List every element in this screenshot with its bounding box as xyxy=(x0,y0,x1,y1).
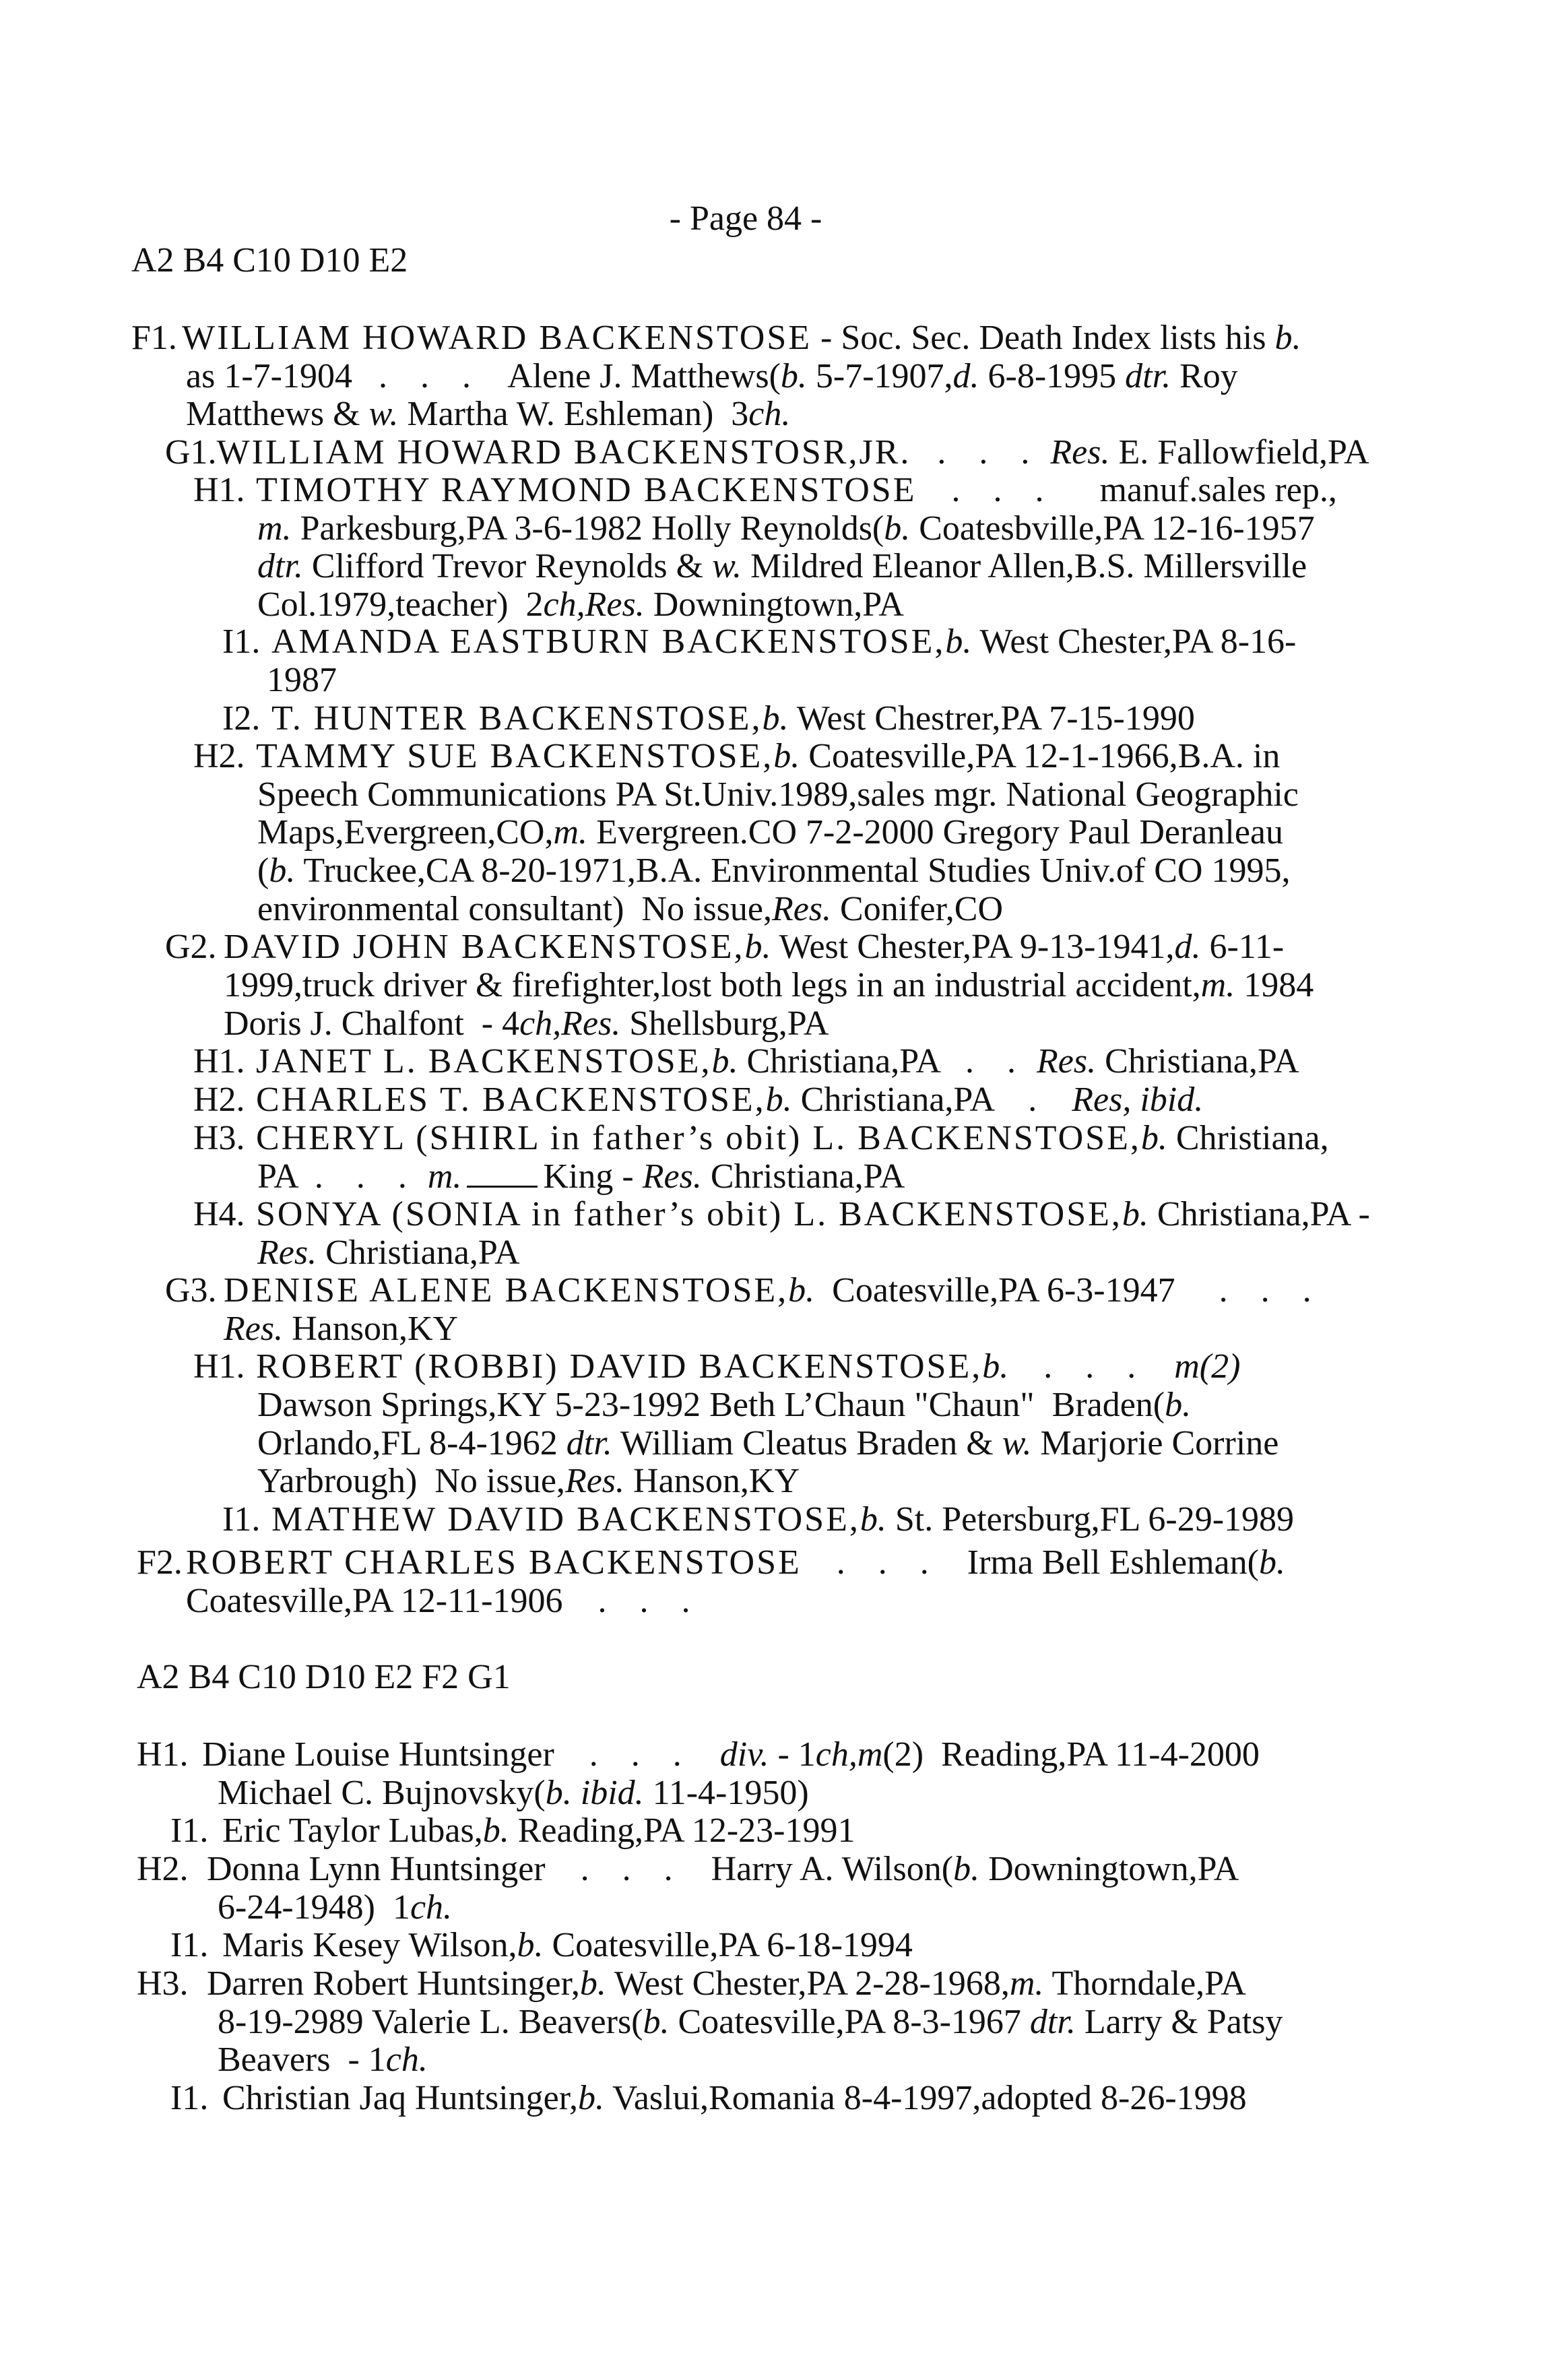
abbr-born: b. xyxy=(1165,1386,1192,1424)
entry-line xyxy=(218,2040,428,2079)
entry-text: Coatesville,PA 6-18-1994 xyxy=(543,1926,913,1964)
person-name: MATHEW DAVID BACKENSTOSE, xyxy=(271,1500,860,1539)
entry-text: Maps,Evergreen,CO, xyxy=(257,813,554,851)
entry-text: - 1 xyxy=(769,1735,816,1774)
entry-text: Coatesville,PA 12-11-1906 xyxy=(186,1582,563,1620)
abbr-married-second: m(2) xyxy=(1174,1347,1241,1386)
abbr-born: b. xyxy=(860,1500,886,1539)
entry-line xyxy=(218,1890,452,1925)
entry-line xyxy=(165,435,1369,470)
entry-text: 6-8-1995 xyxy=(979,357,1126,395)
entry-text: Larry & Patsy xyxy=(1075,2003,1283,2041)
entry-text: 1999,truck driver & firefighter,lost both legs in an industrial accident, xyxy=(224,966,1201,1004)
ellipsis: . . . xyxy=(1219,1271,1324,1310)
person-name: DAVID JOHN BACKENSTOSE, xyxy=(224,928,745,966)
abbr-born: b. xyxy=(762,699,789,738)
entry-line xyxy=(222,1928,913,1963)
person-name: Eric Taylor Lubas, xyxy=(222,1811,483,1850)
ellipsis: . . . xyxy=(937,433,1042,472)
abbr-children: ch. xyxy=(748,395,791,433)
abbr-born: b. xyxy=(765,1081,792,1119)
abbr-born: b. xyxy=(1140,1119,1167,1157)
entry-line xyxy=(186,1584,702,1619)
person-name: WILLIAM HOWARD BACKENSTOSE xyxy=(182,319,812,357)
entry-label: G3. xyxy=(165,1271,217,1310)
entry-label: H3. xyxy=(137,1964,189,2003)
entry-label: I1. xyxy=(222,622,261,661)
entry-text: West Chester,PA 9-13-1941, xyxy=(771,928,1175,966)
entry-text: manuf.sales rep., xyxy=(1099,471,1337,509)
entry-line xyxy=(257,892,1003,927)
entry-text: Thorndale,PA xyxy=(1043,1964,1246,2003)
entry-text: Yarbrough) No issue, xyxy=(257,1462,565,1500)
entry-text: Col.1979,teacher) 2 xyxy=(257,585,544,624)
ellipsis: . . . xyxy=(597,1582,703,1620)
abbr-residence: Res. xyxy=(642,1157,702,1196)
entry-label: F1. xyxy=(131,319,177,357)
ellipsis: . . . xyxy=(314,1157,419,1196)
person-name: AMANDA EASTBURN BACKENSTOSE, xyxy=(271,622,946,661)
entry-text: Mildred Eleanor Allen,B.S. Millersville xyxy=(741,547,1307,585)
abbr-born: b. xyxy=(953,1850,980,1888)
entry-text: Parkesburg,PA 3-6-1982 Holly Reynolds( xyxy=(291,509,884,548)
entry-text: Martha W. Eshleman) 3 xyxy=(398,395,749,433)
entry-text: ( xyxy=(257,851,269,890)
entry-line xyxy=(186,359,1238,394)
abbr-married: m. xyxy=(427,1157,462,1196)
entry-text: Christiana, xyxy=(1167,1119,1329,1157)
entry-label: F2. xyxy=(137,1543,183,1582)
entry-line xyxy=(224,1006,829,1041)
entry-text: Hanson,KY xyxy=(283,1310,459,1348)
entry-text: Downingtown,PA xyxy=(979,1850,1239,1888)
entry-line xyxy=(186,397,790,432)
abbr-residence: Res. xyxy=(224,1310,284,1348)
abbr-residence-ibid: Res, ibid. xyxy=(1072,1081,1204,1119)
abbr-born: b. xyxy=(269,851,296,890)
entry-label: H4. xyxy=(193,1195,245,1233)
abbr-born: b. xyxy=(945,622,972,661)
entry-label: H1. xyxy=(137,1735,189,1774)
entry-line xyxy=(257,511,1315,546)
entry-text: 8-19-2989 Valerie L. Beavers( xyxy=(218,2003,643,2041)
entry-line xyxy=(256,1349,1240,1384)
entry-line xyxy=(256,1044,1299,1079)
person-name: ROBERT CHARLES BACKENSTOSE xyxy=(186,1543,802,1582)
blank-line xyxy=(467,1159,538,1188)
abbr-married: m. xyxy=(553,813,588,851)
entry-label: I1. xyxy=(222,1500,261,1539)
person-name: Donna Lynn Huntsinger xyxy=(207,1850,546,1888)
entry-text: St. Petersburg,FL 6-29-1989 xyxy=(886,1500,1295,1539)
entry-label: H2. xyxy=(137,1850,189,1888)
entry-text: Christiana,PA xyxy=(1096,1042,1299,1081)
abbr-children: ch. xyxy=(410,1888,453,1927)
entry-text: PA xyxy=(257,1157,297,1196)
abbr-born: b. xyxy=(982,1347,1009,1386)
entry-line xyxy=(222,1813,855,1848)
page-number: - Page 84 - xyxy=(669,199,822,238)
abbr-married: m. xyxy=(1200,966,1235,1004)
entry-text: Shellsburg,PA xyxy=(620,1004,829,1043)
entry-label: G2. xyxy=(165,928,217,966)
entry-text: Marjorie Corrine xyxy=(1031,1424,1279,1462)
abbr-died: d. xyxy=(1174,928,1201,966)
entry-label: I1. xyxy=(170,2079,209,2117)
person-name: T. HUNTER BACKENSTOSE, xyxy=(271,699,763,738)
entry-label: H1. xyxy=(193,471,245,509)
entry-text: Matthews & xyxy=(186,395,369,433)
entry-text: Roy xyxy=(1171,357,1238,395)
entry-line xyxy=(222,2081,1247,2116)
entry-text: West Chestrer,PA 7-15-1990 xyxy=(788,699,1195,738)
abbr-born: b. xyxy=(780,357,807,395)
entry-line xyxy=(257,1388,1191,1423)
entry-line xyxy=(256,473,1337,508)
person-name: CHARLES T. BACKENSTOSE, xyxy=(256,1081,766,1119)
entry-text: King - xyxy=(543,1157,643,1196)
entry-text: Coatesville,PA 6-3-1947 xyxy=(814,1271,1175,1310)
person-name: JANET L. BACKENSTOSE, xyxy=(256,1042,712,1081)
abbr-residence: Res. xyxy=(564,1462,625,1500)
abbr-born: b. xyxy=(711,1042,738,1081)
entry-text: West Chester,PA 8-16- xyxy=(971,622,1297,661)
entry-text: 1984 xyxy=(1235,966,1314,1004)
ellipsis: . . . xyxy=(580,1850,685,1888)
abbr-married: m. xyxy=(1009,1964,1044,2003)
entry-line: Speech Communications PA St.Univ.1989,sales mgr. National Geographic xyxy=(257,775,1299,814)
abbr-divorced: div. xyxy=(719,1735,769,1774)
abbr-died: d. xyxy=(952,357,979,395)
entry-text: (2) Reading,PA 11-4-2000 xyxy=(882,1735,1260,1774)
entry-text: Reading,PA 12-23-1991 xyxy=(509,1811,855,1850)
person-name: Christian Jaq Huntsinger, xyxy=(222,2079,578,2117)
entry-text: Beavers - 1 xyxy=(218,2040,386,2079)
abbr-born: b. xyxy=(1258,1543,1285,1582)
entry-label: H2. xyxy=(193,1081,245,1119)
entry-line xyxy=(224,968,1314,1003)
person-name: ROBERT (ROBBI) DAVID BACKENSTOSE, xyxy=(256,1347,983,1386)
person-name: TAMMY SUE BACKENSTOSE, xyxy=(256,737,774,775)
entry-text: West Chester,PA 2-28-1968, xyxy=(606,1964,1010,2003)
entry-text: 6-24-1948) 1 xyxy=(218,1888,410,1927)
person-name: Maris Kesey Wilson, xyxy=(222,1926,517,1964)
entry-line xyxy=(202,1737,1260,1772)
ellipsis: . . . xyxy=(836,1543,941,1582)
entry-text: Harry A. Wilson( xyxy=(711,1850,954,1888)
abbr-residence: Res. xyxy=(771,890,832,928)
abbr-born: b. xyxy=(482,1811,509,1850)
entry-line xyxy=(257,851,1291,890)
abbr-married: m. xyxy=(257,509,292,548)
ellipsis: . xyxy=(1028,1081,1037,1119)
abbr-daughter: dtr. xyxy=(1125,357,1171,395)
lineage-heading: A2 B4 C10 D10 E2 xyxy=(131,241,408,280)
ellipsis: . . . xyxy=(1043,1347,1148,1386)
entry-text: William Cleatus Braden & xyxy=(612,1424,1002,1462)
entry-line: 1987 xyxy=(267,661,337,699)
entry-line xyxy=(257,1426,1278,1461)
entry-line xyxy=(224,1273,1324,1308)
entry-text: Truckee,CA 8-20-1971,B.A. Environmental Studies Univ.of CO 1995, xyxy=(295,851,1291,890)
abbr-children-residence: ch,Res. xyxy=(519,1004,621,1043)
abbr-wife: w. xyxy=(368,395,399,433)
abbr-born: b. xyxy=(1122,1195,1148,1233)
abbr-born: b. xyxy=(643,2003,670,2041)
entry-label: H3. xyxy=(193,1119,245,1157)
abbr-wife: w. xyxy=(712,547,742,585)
entry-line xyxy=(224,930,1284,965)
entry-text: 6-11- xyxy=(1200,928,1285,966)
entry-text: Irma Bell Eshleman( xyxy=(967,1543,1259,1582)
entry-text: Hanson,KY xyxy=(624,1462,800,1500)
entry-line xyxy=(271,1502,1294,1537)
entry-line xyxy=(257,1159,905,1194)
entry-label: G1. xyxy=(165,433,217,472)
entry-line xyxy=(257,1235,520,1271)
abbr-born: b. xyxy=(1274,319,1301,357)
entry-label: I1. xyxy=(170,1811,209,1850)
lineage-heading: A2 B4 C10 D10 E2 F2 G1 xyxy=(137,1658,511,1696)
entry-text: 5-7-1907, xyxy=(806,357,953,395)
entry-text: Coatesville,PA 8-3-1967 xyxy=(669,2003,1030,2041)
entry-line xyxy=(218,1776,809,1811)
entry-text: - Soc. Sec. Death Index lists his xyxy=(812,319,1275,357)
person-name: DENISE ALENE BACKENSTOSE, xyxy=(224,1271,789,1310)
abbr-residence: Res. xyxy=(1037,1042,1097,1081)
entry-label: H2. xyxy=(193,737,245,775)
entry-text: Doris J. Chalfont - 4 xyxy=(224,1004,520,1043)
abbr-daughter: dtr. xyxy=(1029,2003,1076,2041)
entry-text: Christiana,PA xyxy=(738,1042,940,1081)
entry-text: Conifer,CO xyxy=(831,890,1004,928)
person-name: SONYA (SONIA in father’s obit) L. BACKENSTOSE, xyxy=(256,1195,1122,1233)
abbr-born: b. xyxy=(744,928,771,966)
entry-line xyxy=(256,1121,1329,1156)
abbr-born: b. xyxy=(579,1964,606,2003)
person-name: Diane Louise Huntsinger xyxy=(202,1735,554,1774)
entry-line xyxy=(256,1083,1203,1118)
entry-label: I1. xyxy=(170,1926,209,1964)
entry-text: Dawson Springs,KY 5-23-1992 Beth L’Chaun "Chaun" Braden( xyxy=(257,1386,1165,1424)
abbr-children-married: ch,m xyxy=(815,1735,883,1774)
entry-line xyxy=(257,587,904,622)
entry-line xyxy=(256,739,1280,774)
abbr-daughter: dtr. xyxy=(566,1424,612,1462)
entry-line xyxy=(271,701,1195,736)
entry-line xyxy=(257,549,1307,584)
entry-text: Coatesville,PA 12-1-1966,B.A. in xyxy=(800,737,1281,775)
abbr-born: b. xyxy=(773,737,800,775)
abbr-born: b. xyxy=(517,1926,544,1964)
entry-text: environmental consultant) No issue, xyxy=(257,890,772,928)
entry-line xyxy=(218,2005,1283,2040)
entry-label: H1. xyxy=(193,1347,245,1386)
entry-line xyxy=(186,1545,1285,1580)
entry-text: Evergreen.CO 7-2-2000 Gregory Paul Deranleau xyxy=(587,813,1283,851)
entry-line xyxy=(207,1852,1239,1887)
abbr-residence: Res. xyxy=(257,1233,317,1272)
entry-label: I2. xyxy=(222,699,261,738)
entry-line xyxy=(271,624,1296,660)
entry-text: Christiana,PA xyxy=(791,1081,994,1119)
entry-text: Orlando,FL 8-4-1962 xyxy=(257,1424,566,1462)
ellipsis: . . . xyxy=(589,1735,694,1774)
person-name: WILLIAM HOWARD BACKENSTOSR,JR. xyxy=(216,433,911,472)
entry-text: as 1-7-1904 xyxy=(186,357,352,395)
abbr-residence: Res. xyxy=(1050,433,1110,472)
abbr-children-residence: ch,Res. xyxy=(543,585,645,624)
entry-text: Christiana,PA xyxy=(317,1233,520,1272)
abbr-born: b. xyxy=(884,509,911,548)
person-name: CHERYL (SHIRL in father’s obit) L. BACKENSTOSE, xyxy=(256,1119,1141,1157)
entry-line xyxy=(224,1312,458,1347)
person-name: TIMOTHY RAYMOND BACKENSTOSE xyxy=(256,471,917,509)
entry-line xyxy=(257,815,1283,850)
abbr-wife: w. xyxy=(1002,1424,1032,1462)
entry-text: 11-4-1950) xyxy=(643,1774,809,1812)
entry-text: Michael C. Bujnovsky( xyxy=(218,1774,546,1812)
abbr-born: b. xyxy=(788,1271,815,1310)
entry-text: Christiana,PA - xyxy=(1148,1195,1370,1233)
entry-line xyxy=(182,321,1301,356)
person-name: Darren Robert Huntsinger, xyxy=(207,1964,580,2003)
ellipsis: . . xyxy=(965,1042,1029,1081)
entry-text: Christiana,PA xyxy=(701,1157,905,1196)
entry-text: Downingtown,PA xyxy=(644,585,904,624)
entry-text: E. Fallowfield,PA xyxy=(1109,433,1369,472)
entry-text: Clifford Trevor Reynolds & xyxy=(302,547,713,585)
entry-text: Alene J. Matthews( xyxy=(507,357,781,395)
abbr-born: b. xyxy=(577,2079,604,2117)
entry-text: Vaslui,Romania 8-4-1997,adopted 8-26-1998 xyxy=(604,2079,1247,2117)
entry-line xyxy=(207,1966,1246,2001)
abbr-born-ibid: b. ibid. xyxy=(545,1774,644,1812)
ellipsis: . . . xyxy=(378,357,483,395)
entry-line xyxy=(257,1464,800,1499)
entry-label: H1. xyxy=(193,1042,245,1081)
ellipsis: . . . xyxy=(951,471,1056,509)
entry-line xyxy=(256,1197,1370,1232)
abbr-children: ch. xyxy=(385,2040,428,2079)
entry-text: Coatesbville,PA 12-16-1957 xyxy=(910,509,1315,548)
abbr-daughter: dtr. xyxy=(257,547,303,585)
